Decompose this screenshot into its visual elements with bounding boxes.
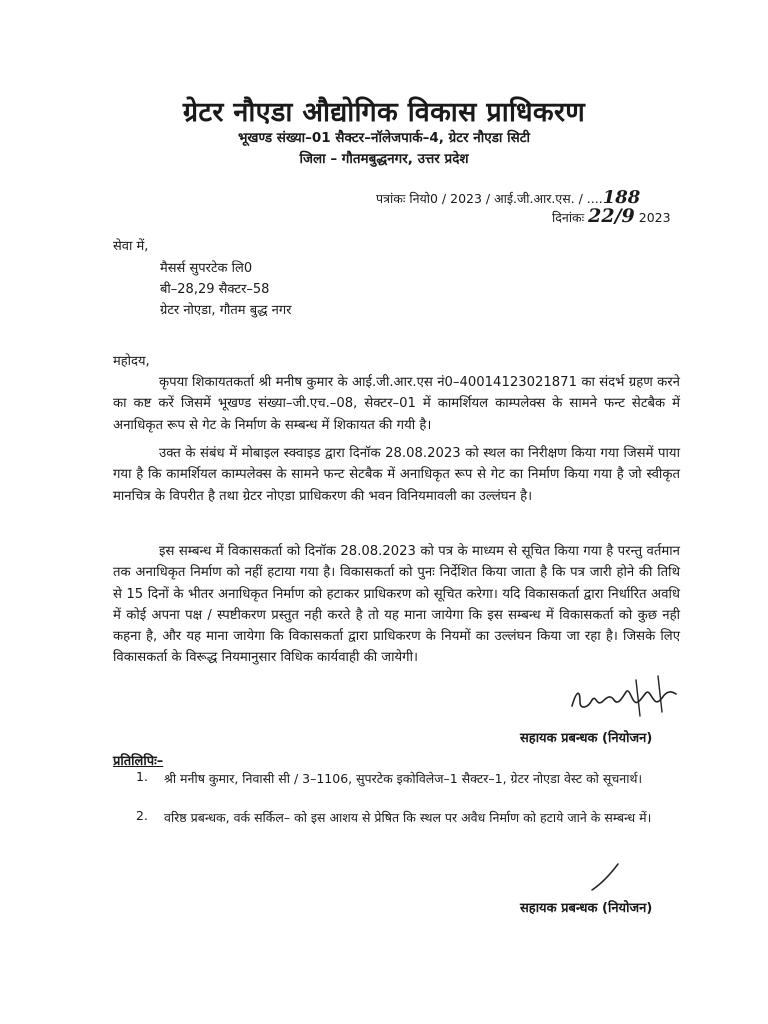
org-address-line2: जिला – गौतमबुद्धनगर, उत्तर प्रदेश (299, 151, 469, 167)
date-year: 2023 (638, 210, 671, 225)
paragraph-2: उक्त के संबंध में मोबाइल स्क्वाइड द्वारा दिनॉक 28.08.2023 को स्थल का निरीक्षण किया गया जिसमें पाया गया है कि कामर्शियल काम्पलेक्स के सामने फन्ट सेटबैक में अनाधिकृत रूप से गेट का निर्माण किया गया है जो स्वीकृत मानचित्र के विपरीत है तथा ग्रेटर नोएडा प्राधिकरण की भवन विनियमावली का उल्लंघन है। (113, 446, 680, 504)
reference-handwritten-number: 188 (602, 187, 641, 208)
paragraph-1: कृपया शिकायतकर्ता श्री मनीष कुमार के आई.जी.आर.एस नं0–40014123021871 का संदर्भ ग्रहण करने का कष्ट करें जिसमें भूखण्ड संख्या–जी.एच.–08, सेक्टर–01 में कामर्शियल काम्पलेक्स के सामने फन्ट सेटबैक में अनाधिकृत रूप से गेट के निर्माण के सम्बन्ध में शिकायत की गयी है। (113, 375, 680, 433)
org-address-line1: भूखण्ड संख्या–01 सैक्टर–नॉलेजपार्क–4, ग्रेटर नौएडा सिटी (237, 130, 531, 146)
date-label: दिनांकः (552, 210, 585, 225)
date-handwritten: 22/9 (588, 205, 635, 227)
signatory-designation: सहायक प्रबन्धक (नियोजन) (520, 731, 653, 746)
recipient-address-line2: बी–28,29 सैक्टर–58 (160, 282, 270, 297)
handwritten-signature (566, 672, 686, 722)
paragraph-3: इस सम्बन्ध में विकासकर्ता को दिनॉक 28.08.2023 को पत्र के माध्यम से सूचित किया गया है परन्तु वर्तमान तक अनाधिकृत निर्माण को नहीं हटाया गया है। विकासकर्ता को पुनः निर्देशित किया जाता है कि पत्र जारी होने की तिथि से 15 दिनों के भीतर अनाधिकृत निर्माण को हटाकर प्राधिकरण को सूचित करेगा। यदि विकासकर्ता द्वारा निर्धारित अवधि में कोई अपना पक्ष / स्पष्टीकरण प्रस्तुत नही करते है तो यह माना जायेगा कि इस सम्बन्ध में विकासकर्ता को कुछ नही कहना है, और यह माना जायेगा कि विकासकर्ता द्वारा प्राधिकरण के नियमों का उल्लंघन किया जा रहा है। जिसके लिए विकासकर्ता के विरूद्ध नियमानुसार विधिक कार्यवाही की जायेगी। (113, 544, 680, 666)
copy-to-heading: प्रतिलिपिः– (113, 754, 164, 769)
initial-mark (586, 860, 626, 894)
copy-item-2-text: वरिष्ठ प्रबन्धक, वर्क सर्किल– को इस आशय से प्रेषित कि स्थल पर अवैध निर्माण को हटाये जाने के सम्बन्ध में। (164, 810, 652, 825)
salutation-to: सेवा में, (113, 239, 149, 254)
greeting: महोदय, (113, 354, 150, 369)
org-title: ग्रेटर नौएडा औद्योगिक विकास प्राधिकरण (182, 97, 586, 128)
letter-date (552, 205, 671, 227)
copy-item-1-number: 1. (136, 769, 148, 784)
copy-item-2-number: 2. (136, 808, 148, 823)
recipient-name: मैसर्स सुपरटेक लि0 (160, 261, 253, 276)
copy-item-1-text: श्री मनीष कुमार, निवासी सी / 3–1106, सुपरटेक इकोविलेज–1 सैक्टर–1, ग्रेटर नोएडा वेस्ट को सूचनार्थ। (164, 771, 643, 786)
recipient-address-line3: ग्रेटर नोएडा, गौतम बुद्ध नगर (160, 303, 292, 318)
reference-label: पत्रांकः नियो0 / 2023 / आई.जी.आर.एस. / .... (376, 191, 603, 206)
copy-signatory-designation: सहायक प्रबन्धक (नियोजन) (520, 901, 653, 916)
